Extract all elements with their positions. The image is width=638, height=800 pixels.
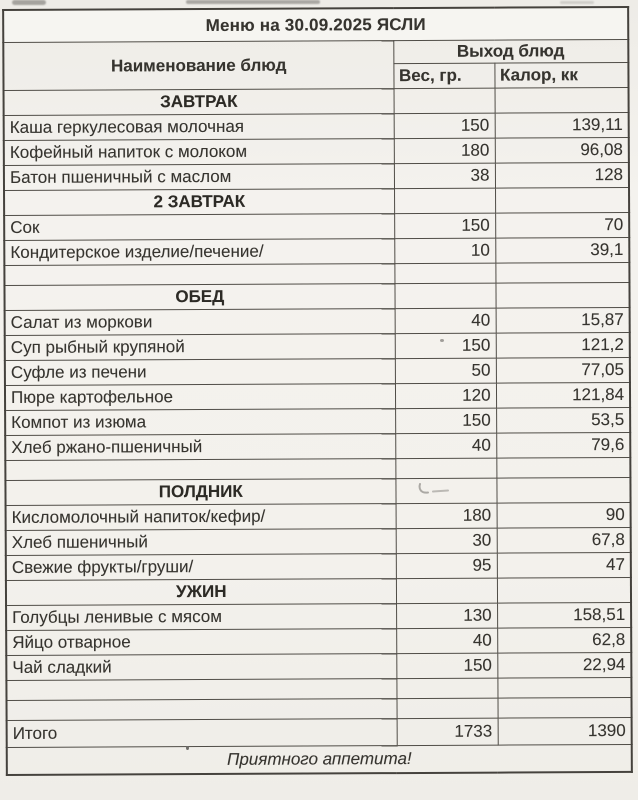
menu-item-row [5,432,630,460]
calories-value: 158,51 [497,602,631,628]
calories-value: 79,6 [496,432,630,458]
dish-name [5,459,395,481]
dish-name: Кофейный напиток с молоком [4,139,394,166]
section-title: 2 ЗАВТРАК [4,189,394,216]
weight-value: 150 [395,408,496,433]
weight-value [396,578,497,603]
dish-name [7,699,397,721]
weight-value: 150 [394,213,495,238]
dish-name: Голубцы ленивые с мясом [6,604,396,631]
calories-value: 1390 [498,717,632,745]
menu-item-row [4,237,629,265]
dish-name: Хлеб пшеничный [6,529,396,556]
weight-value [396,678,497,698]
menu-body [4,87,632,747]
calories-value: 53,5 [496,407,630,433]
weight-value [394,88,495,113]
weight-value [394,188,495,213]
section-row [5,477,630,505]
calories-value: 70 [495,212,629,238]
menu-item-row [4,112,629,140]
weight-value [394,283,495,308]
weight-value: 130 [396,603,497,628]
calories-value: 90 [497,502,631,528]
weight-value: 40 [395,433,496,458]
weight-value: 150 [396,653,497,678]
pen-mark [416,483,460,497]
calories-value: 96,08 [495,137,629,163]
dish-name: Пюре картофельное [5,384,395,411]
total-row [7,717,632,747]
weight-value: 95 [396,553,497,578]
footer-row [7,744,632,775]
weight-value [397,698,498,718]
menu-table-footer [7,744,632,775]
dish-name: Суп рыбный крупяной [5,334,395,361]
weight-value: 120 [395,383,496,408]
menu-item-row [6,502,631,530]
weight-value [394,263,495,283]
menu-item-row [4,162,629,190]
dish-name: Сок [4,214,394,241]
calories-value [497,697,631,718]
calories-value [495,87,629,113]
weight-value: 38 [394,163,495,188]
calories-value: 67,8 [497,527,631,553]
weight-value [395,458,496,478]
calories-value [496,477,630,503]
weight-value: 180 [396,503,497,528]
dish-name [6,679,396,701]
header-row [3,39,628,65]
menu-item-row [6,527,631,555]
menu-item-row [4,212,629,240]
calories-value: 77,05 [496,357,630,383]
dish-name: Свежие фрукты/груши/ [6,554,396,581]
dish-name: Чай сладкий [6,654,396,681]
weight-value: 40 [396,628,497,653]
weight-value: 1733 [397,718,498,745]
calories-value [497,677,631,698]
calories-value: 22,94 [497,652,631,678]
dish-name: Суфле из печени [5,359,395,386]
section-row [4,282,629,310]
calories-value: 139,11 [495,112,629,138]
weight-value: 150 [395,333,496,358]
document-title: Меню на 30.09.2025 ЯСЛИ [3,7,628,43]
column-header-output-group: Выход блюд [393,39,628,63]
calories-value: 47 [497,552,631,578]
dish-name: Яйцо отварное [6,629,396,656]
dish-name [4,264,394,286]
menu-item-row [5,382,630,410]
weight-value: 150 [394,113,495,138]
section-title: ПОЛДНИК [5,479,395,506]
calories-value: 121,84 [496,382,630,408]
footer-note: Приятного аппетита! [7,744,632,775]
calories-value: 62,8 [497,627,631,653]
calories-value: 39,1 [495,237,629,263]
scan-smudge [560,1,594,4]
column-header-calories: Калор, кк [494,62,628,88]
dish-name: Батон пшеничный с маслом [4,164,394,191]
scan-speck [440,339,444,342]
column-header-dish-name: Наименование блюд [3,41,393,91]
section-row [4,187,629,215]
scan-speck [186,746,189,750]
total-label: Итого [7,719,397,748]
menu-document [2,6,633,776]
dish-name: Компот из изюма [5,409,395,436]
calories-value [495,262,629,283]
calories-value: 121,2 [496,332,630,358]
weight-value: 10 [394,238,495,263]
title-row [3,7,628,43]
section-title: ЗАВТРАК [4,89,394,116]
menu-item-row [6,552,631,580]
dish-name: Салат из моркови [5,309,395,336]
dish-name: Кисломолочный напиток/кефир/ [6,504,396,531]
calories-value [495,187,629,213]
menu-item-row [5,357,630,385]
weight-value: 50 [395,358,496,383]
section-row [4,87,629,115]
section-title: УЖИН [6,579,396,606]
menu-table-header [3,7,628,91]
menu-item-row [5,332,630,360]
menu-table [2,6,633,776]
weight-value: 40 [395,308,496,333]
calories-value [496,457,630,478]
scan-smudge [186,0,320,4]
calories-value: 15,87 [496,307,630,333]
calories-value [497,577,631,603]
scan-smudge [12,0,46,5]
menu-item-row [5,307,630,335]
weight-value: 30 [396,528,497,553]
section-title: ОБЕД [4,284,394,311]
menu-item-row [6,627,631,655]
weight-value: 180 [394,138,495,163]
dish-name: Каша геркулесовая молочная [4,114,394,141]
menu-item-row [5,407,630,435]
calories-value: 128 [495,162,629,188]
column-header-weight: Вес, гр. [393,63,494,88]
menu-item-row [4,137,629,165]
dish-name: Хлеб ржано-пшеничный [5,434,395,461]
dish-name: Кондитерское изделие/печение/ [4,239,394,266]
calories-value [495,282,629,308]
section-row [6,577,631,605]
menu-item-row [6,652,631,680]
menu-item-row [6,602,631,630]
